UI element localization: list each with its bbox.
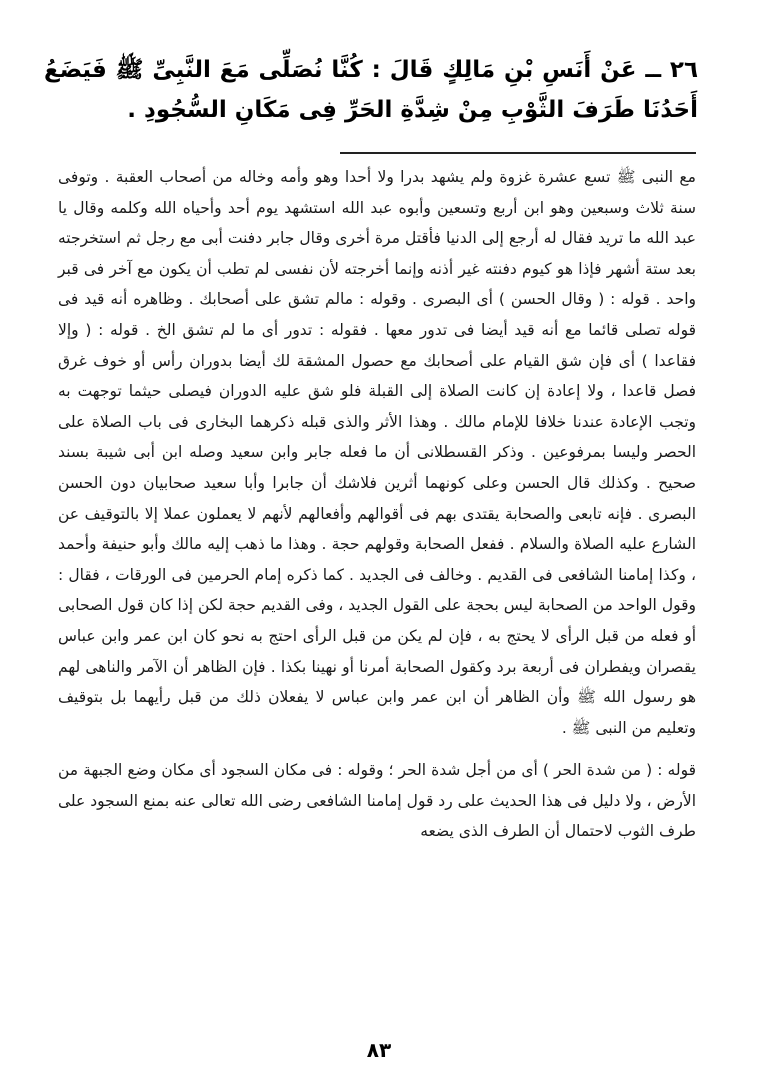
page-number: ٨٣ [366, 1038, 392, 1062]
commentary-body [58, 162, 696, 847]
commentary-paragraph: قوله : ( من شدة الحر ) أى من أجل شدة الحر ؛ وقوله : فى مكان السجود أى مكان وضع الجبهة من الأرض ، ولا دليل فى هذا الحديث على رد قول إمامنا الشافعى رضى الله تعالى عنه بمنع السجود على طرف الثوب لاحتمال أن الطرف الذى يضعه [58, 761, 696, 841]
section-divider [340, 152, 696, 154]
commentary-paragraph: مع النبى ﷺ تسع عشرة غزوة ولم يشهد بدرا ولا أحدا وهو وأمه وخاله من أصحاب العقبة . وتوفى سنة ثلاث وسبعين وهو ابن أربع وتسعين وأبوه عبد الله استشهد يوم أحد وأحياه الله وكلمه وقال يا عبد الله ما تريد فقال له أرجع إلى الدنيا فأقتل مرة أخرى وقال جابر دفنت أبى مع رجل ثم استخرجته بعد ستة أشهر فإذا هو كيوم دفنته غير أذنه وإنما أخرجته لأن نفسى لم تطب أن يكون مع آخر فى قبر واحد . قوله : ( وقال الحسن ) أى البصرى . وقوله : مالم تشق على أصحابك . وظاهره أنه قيد فى قوله تصلى قائما مع أنه قيد أيضا فى تدور معها . فقوله : تدور أى ما لم تشق الخ . قوله : ( وإلا فقاعدا ) أى فإن شق القيام على أصحابك مع حصول المشقة لك أيضا بدوران رأس أو خوف غرق فصل قاعدا ، ولا إعادة إن كانت الصلاة إلى القبلة فلو شق عليه الدوران فيصلى حيثما توجهت به وتجب الإعادة عندنا خلافا للإمام مالك . وهذا الأثر والذى قبله ذكرهما البخارى فى باب الصلاة على الحصر وليسا بمرفوعين . وذكر القسطلانى أن ما فعله جابر وابن سعيد وصله ابن أبى شيبة بسند صحيح . وكذلك قال الحسن وعلى كونهما أثرين فلاشك أن جابرا وأبا سعيد صحابيان دون الحسن البصرى . فإنه تابعى والصحابة يقتدى بهم فى أقوالهم وأفعالهم لأنهم لا يعملون عملا إلا بالتوقيف عن الشارع عليه الصلاة والسلام . ففعل الصحابة وقولهم حجة . وهذا ما ذهب إليه مالك وأبو حنيفة وأحمد ، وكذا إمامنا الشافعى فى القديم . وخالف فى الجديد . كما ذكره إمام الحرمين فى الورقات ، فقال : وقول الواحد من الصحابة ليس بحجة على القول الجديد ، وفى القديم حجة لكن إذا كان قول الصحابى أو فعله من قبل الرأى لا يحتج به ، فإن لم يكن من قبل الرأى احتج به نحو كان ابن عمر وابن عباس يقصران ويفطران فى أربعة برد وكقول الصحابة أمرنا أو نهينا بكذا . فإن الظاهر أن الآمر والناهى لهم هو رسول الله ﷺ وأن الظاهر أن ابن عمر وابن عباس لا يفعلان ذلك من قبل رأيهما بل بتوقيف وتعليم من النبى ﷺ . [58, 168, 696, 737]
hadith-heading: ٢٦ ــ عَنْ أَنَسِ بْنِ مَالِكٍ قَالَ : كُنَّا نُصَلِّى مَعَ النَّبِىِّ ﷺ فَيَضَعُ أَحَدُنَا طَرَفَ الثَّوْبِ مِنْ شِدَّةِ الحَرِّ فِى مَكَانِ السُّجُودِ . [44, 57, 698, 123]
